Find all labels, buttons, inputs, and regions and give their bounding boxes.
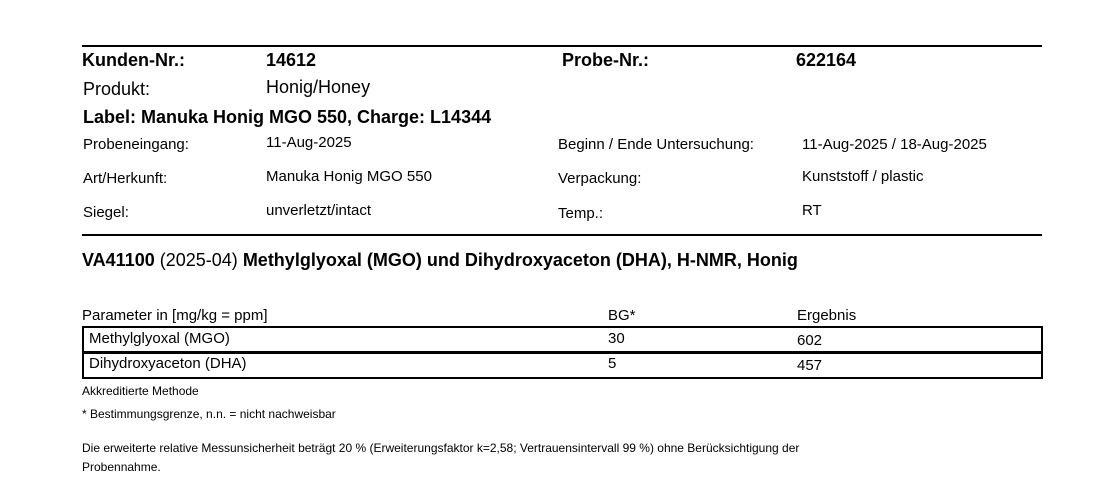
kunden-nr-label: Kunden-Nr.: [82,50,185,70]
row-parameter: Methylglyoxal (MGO) [89,330,230,347]
siegel-label: Siegel: [83,204,129,221]
method-version: (2025-04) [159,250,238,270]
siegel-value: unverletzt/intact [266,202,372,219]
temp-label: Temp.: [558,205,604,222]
untersuchung-value: 11-Aug-2025 / 18-Aug-2025 [802,136,987,153]
bg-footnote: * Bestimmungsgrenze, n.n. = nicht nachweisbar [82,407,336,421]
row-ergebnis: 457 [797,357,823,374]
section-rule [82,234,1042,236]
verpackung-label: Verpackung: [558,170,642,187]
herkunft-value: Manuka Honig MGO 550 [266,168,432,185]
col-header-ergebnis: Ergebnis [797,307,857,324]
untersuchung-label: Beginn / Ende Untersuchung: [558,136,754,153]
probe-nr-label: Probe-Nr.: [562,50,650,70]
probeneingang-value: 11-Aug-2025 [266,134,352,151]
probeneingang-label: Probeneingang: [83,136,189,153]
verpackung-value: Kunststoff / plastic [802,168,924,185]
top-rule [82,45,1042,47]
accredited-note: Akkreditierte Methode [82,384,199,398]
uncertainty-note-line2: Probennahme. [82,460,161,474]
row-ergebnis: 602 [797,332,823,349]
method-code: VA41100 [82,250,155,270]
method-heading [82,250,798,271]
label-line: Label: Manuka Honig MGO 550, Charge: L14344 [83,107,492,127]
table-row [82,326,1043,354]
produkt-label: Produkt: [83,79,151,99]
col-header-parameter: Parameter in [mg/kg = ppm] [82,307,268,324]
table-row [82,351,1043,379]
row-bg: 5 [608,355,617,372]
row-parameter: Dihydroxyaceton (DHA) [89,355,247,372]
uncertainty-note-line1: Die erweiterte relative Messunsicherheit beträgt 20 % (Erweiterungsfaktor k=2,58; Vertrauensintervall 99 %) ohne Berücksichtigung der [82,441,800,455]
produkt-value: Honig/Honey [266,77,371,97]
row-bg: 30 [608,330,625,347]
method-title: Methylglyoxal (MGO) und Dihydroxyaceton (DHA), H-NMR, Honig [242,250,798,270]
kunden-nr-value: 14612 [266,50,317,70]
herkunft-label: Art/Herkunft: [83,170,168,187]
temp-value: RT [802,202,822,219]
probe-nr-value: 622164 [796,50,857,70]
col-header-bg: BG* [608,307,636,324]
